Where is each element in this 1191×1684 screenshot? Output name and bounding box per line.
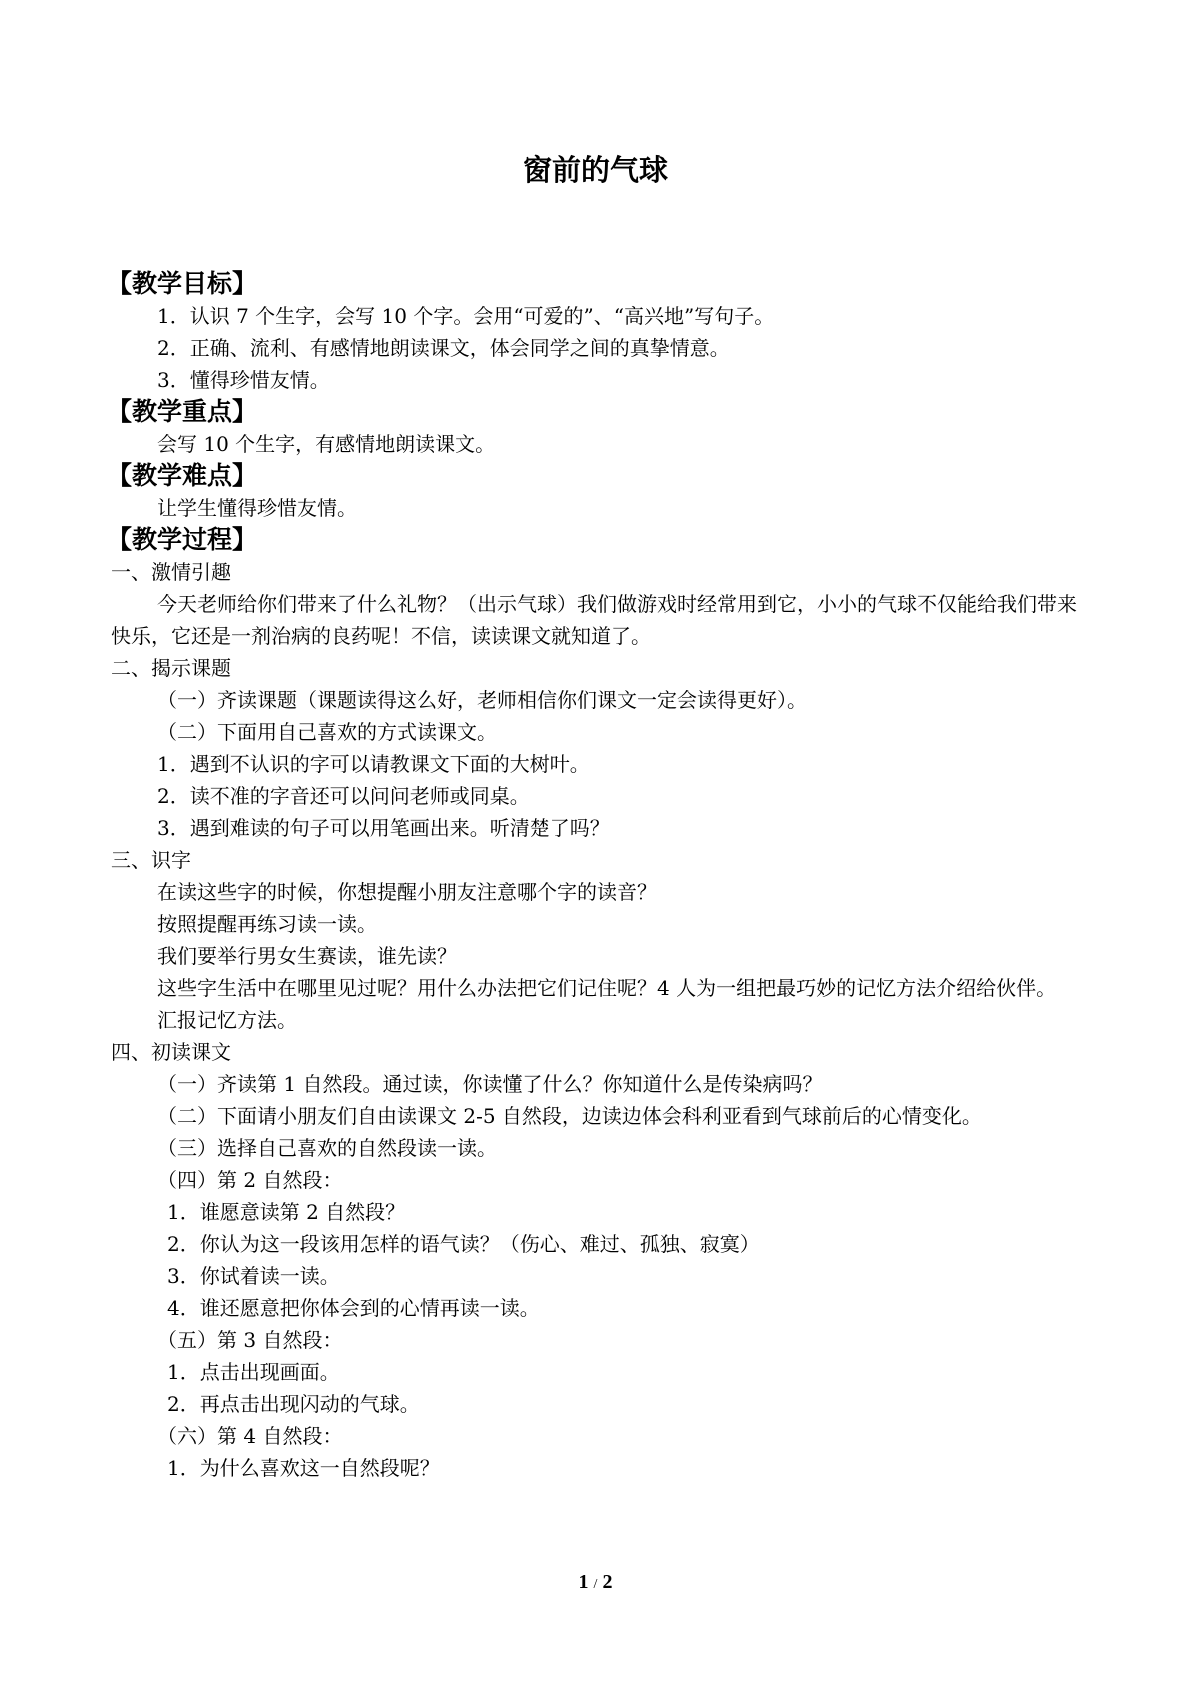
process-part-4-line: 1．谁愿意读第 2 自然段？ — [167, 1200, 406, 1224]
process-part-3-line: 按照提醒再练习读一读。 — [157, 912, 377, 936]
process-part-3-line: 我们要举行男女生赛读，谁先读？ — [157, 944, 457, 968]
process-part-4-line: 3．你试着读一读。 — [167, 1264, 340, 1288]
section-heading-key: 【教学重点】 — [107, 397, 258, 426]
difficulty-text: 让学生懂得珍惜友情。 — [157, 496, 357, 520]
section-heading-difficulty: 【教学难点】 — [107, 461, 258, 490]
goal-item-1: 1．认识 7 个生字，会写 10 个字。会用“可爱的”、“高兴地”写句子。 — [157, 304, 775, 328]
document-title: 窗前的气球 — [522, 153, 668, 187]
section-heading-goals: 【教学目标】 — [107, 269, 258, 298]
page-number-total: 2 — [602, 1571, 613, 1593]
section-heading-process: 【教学过程】 — [107, 525, 258, 554]
process-part-2-line: （一）齐读课题（课题读得这么好，老师相信你们课文一定会读得更好）。 — [157, 688, 807, 712]
process-part-4-line: 1．为什么喜欢这一自然段呢？ — [167, 1456, 440, 1480]
process-part-4-line: （五）第 3 自然段： — [157, 1328, 343, 1352]
process-part-1-paragraph: 今天老师给你们带来了什么礼物？（出示气球）我们做游戏时经常用到它，小小的气球不仅能给我们带来快乐，它还是一剂治病的良药呢！不信，读读课文就知道了。 — [111, 592, 1077, 648]
process-part-2-line: 1．遇到不认识的字可以请教课文下面的大树叶。 — [157, 752, 590, 776]
page-number-current: 1 — [578, 1571, 589, 1593]
page-number — [0, 1568, 1191, 1599]
process-part-3-title: 三、识字 — [111, 848, 191, 872]
process-part-4-line: （四）第 2 自然段： — [157, 1168, 343, 1192]
process-part-4-line: （三）选择自己喜欢的自然段读一读。 — [157, 1136, 497, 1160]
goal-item-2: 2．正确、流利、有感情地朗读课文，体会同学之间的真挚情意。 — [157, 336, 730, 360]
process-part-2-line: 2．读不准的字音还可以问问老师或同桌。 — [157, 784, 530, 808]
process-part-2-line: 3．遇到难读的句子可以用笔画出来。听清楚了吗？ — [157, 816, 610, 840]
process-part-4-line: 2．再点击出现闪动的气球。 — [167, 1392, 420, 1416]
process-part-4-line: （六）第 4 自然段： — [157, 1424, 343, 1448]
process-part-4-line: （一）齐读第 1 自然段。通过读，你读懂了什么？你知道什么是传染病吗？ — [157, 1072, 823, 1096]
process-part-4-line: 2．你认为这一段该用怎样的语气读？（伤心、难过、孤独、寂寞） — [167, 1232, 760, 1256]
process-part-4-line: 1．点击出现画面。 — [167, 1360, 340, 1384]
process-part-2-line: （二）下面用自己喜欢的方式读课文。 — [157, 720, 497, 744]
process-part-4-line: 4．谁还愿意把你体会到的心情再读一读。 — [167, 1296, 540, 1320]
page-number-separator: / — [593, 1577, 598, 1592]
process-part-4-title: 四、初读课文 — [111, 1040, 231, 1064]
process-part-1-title: 一、激情引趣 — [111, 560, 231, 584]
goal-item-3: 3．懂得珍惜友情。 — [157, 368, 330, 392]
document-body — [107, 268, 1086, 1484]
process-part-4-paragraph: （二）下面请小朋友们自由读课文 2-5 自然段，边读边体会科利亚看到气球前后的心情变化。 — [157, 1104, 982, 1128]
process-part-3-line: 在读这些字的时候，你想提醒小朋友注意哪个字的读音？ — [157, 880, 657, 904]
process-part-3-paragraph: 这些字生活中在哪里见过呢？用什么办法把它们记住呢？4 人为一组把最巧妙的记忆方法介绍给伙伴。 — [157, 976, 1057, 1000]
process-part-2-title: 二、揭示课题 — [111, 656, 231, 680]
process-part-3-line: 汇报记忆方法。 — [157, 1008, 297, 1032]
key-point-text: 会写 10 个生字，有感情地朗读课文。 — [157, 432, 496, 456]
